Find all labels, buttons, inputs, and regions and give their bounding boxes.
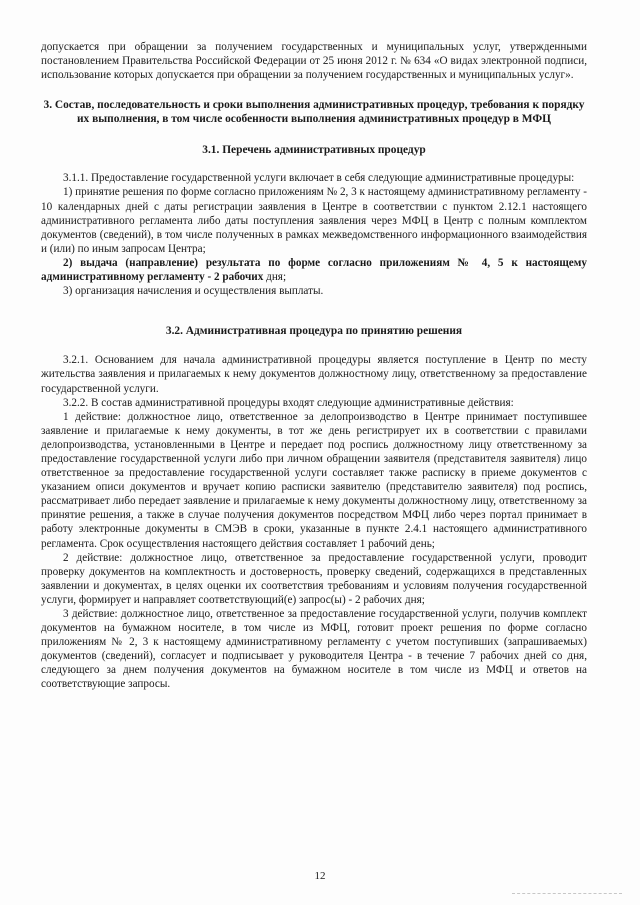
page-content: [41, 40, 587, 692]
scan-edge-line: [512, 893, 622, 894]
list-item-3: 3) организация начисления и осуществления выплаты.: [63, 285, 324, 298]
intro-paragraph: допускается при обращении за получением государственных и муниципальных услуг, утвержденными постановлением Правительства Российской Федерации от 25 июня 2012 г. № 634 «О видах электронной подписи, использование которых допускается при обращении за получением государственных и муниципальных услуг».: [41, 41, 587, 82]
list-item-2: [41, 256, 587, 284]
section-3-2-heading: 3.2. Административная процедура по принятию решения: [165, 325, 463, 338]
section-3-1-heading: 3.1. Перечень административных процедур: [202, 144, 426, 157]
paragraph-3-2-2: 3.2.2. В состав административной процедуры входят следующие административные действия:: [63, 396, 514, 409]
action-1-paragraph: 1 действие: должностное лицо, ответственное за делопроизводство в Центре принимает поступившее заявление и прилагаемые к нему документы, в тот же день регистрирует их в соответствии с правилами делопроизводства, установленными в Центре и передает под роспись должностному лицу ответственному за предоставление государственной услуги либо при личном обращении заявителя (представителя заявителя) лицо ответственное за предоставление государственной услуги составляет также расписку в приеме документов с указанием описи документов и вручает копию расписки заявителю (представителю заявителя) под роспись, рассматривает либо передает заявление и прилагаемые к нему документы должностному лицу, ответственному за принятие решения, а также в случае получения документов посредством МФЦ либо через портал принимает в работу электронные документы в СМЭВ в сроки, указанные в пункте 2.4.1 настоящего административного регламента. Срок осуществления настоящего действия составляет 1 рабочий день;: [41, 410, 587, 550]
list-item-1: 1) принятие решения по форме согласно приложениям № 2, 3 к настоящему административному регламенту - 10 календарных дней с даты регистрации заявления в Центре в соответствии с пунктом 2.12.1 настоящего административного регламента либо даты поступления заявления через МФЦ в Центр с полным комплектом документов (сведений), в том числе полученных в рамках межведомственного информационного взаимодействия и (или) по иным запросам Центра;: [41, 186, 587, 255]
list-item-2-bold: 2) выдача (направление) результата по форме согласно приложениям № 4, 5 к настоящему административному регламенту - 2 рабочих: [41, 256, 587, 284]
action-2-paragraph: 2 действие: должностное лицо, ответственное за предоставление государственной услуги, проводит проверку документов на комплектность и достоверность, проверку сведений, содержащихся в представленных заявлении и документах, в целях оценки их соответствия требованиям и условиям получения государственной услуги, формирует и направляет соответствующий(е) запрос(ы) - 2 рабочих дня;: [41, 551, 587, 606]
list-item-2-tail: дня;: [263, 271, 287, 284]
action-3-paragraph: 3 действие: должностное лицо, ответственное за предоставление государственной услуги, получив комплект документов на бумажном носителе, в том числе из МФЦ, готовит проект решения по форме согласно приложениям № 2, 3 к настоящему административному регламенту с учетом поступивших (запрашиваемых) документов (сведений), согласует и подписывает у руководителя Центра - в течение 7 рабочих дней со дня, следующего за днем получения документов на бумажном носителе в том числе из МФЦ и ответов на соответствующие запросы.: [41, 608, 587, 691]
section-3-heading: 3. Состав, последовательность и сроки выполнения административных процедур, требования к порядку их выполнения, в том числе особенности выполнения административных процедур в МФЦ: [43, 99, 585, 126]
paragraph-3-2-1: 3.2.1. Основанием для начала административной процедуры является поступление в Центр по месту жительства заявления и прилагаемых к нему документов должностному лицу, ответственному за предоставление государственной услуги.: [41, 354, 587, 395]
page-number: 12: [314, 870, 326, 882]
paragraph-3-1-1: 3.1.1. Предоставление государственной услуги включает в себя следующие административные процедуры:: [63, 172, 575, 185]
